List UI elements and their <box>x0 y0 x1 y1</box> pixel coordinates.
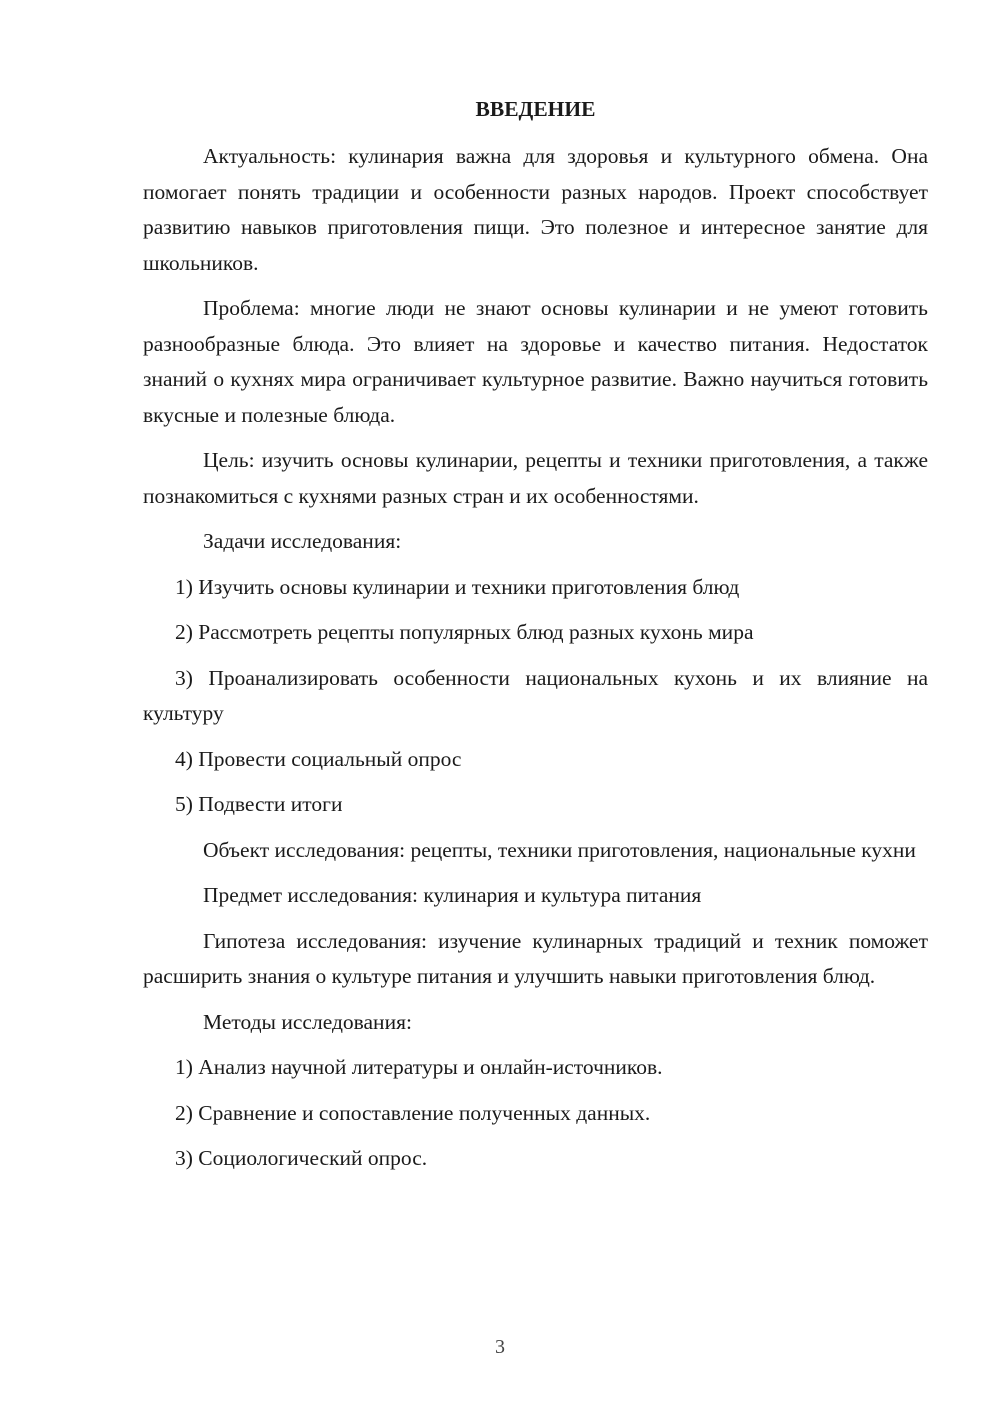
method-item-2: 2) Сравнение и сопоставление полученных данных. <box>175 1100 651 1125</box>
method-item-3: 3) Социологический опрос. <box>175 1146 428 1170</box>
task-item-4: 4) Провести социальный опрос <box>175 746 462 771</box>
paragraph-hypothesis: Гипотеза исследования: изучение кулинарных традиций и техник поможет расширить знания о культуре питания и улучшить навыки приготовления блюд. <box>143 928 928 988</box>
page-number: 3 <box>495 1336 505 1358</box>
method-item-1: 1) Анализ научной литературы и онлайн-источников. <box>175 1055 663 1079</box>
task-item-2: 2) Рассмотреть рецепты популярных блюд разных кухонь мира <box>175 620 754 644</box>
paragraph-relevance: Актуальность: кулинария важна для здоровья и культурного обмена. Она помогает понять традиции и особенности разных народов. Проект способствует развитию навыков приготовления пищи. Это полезное и интересное занятие для школьников. <box>143 144 928 275</box>
paragraph-goal: Цель: изучить основы кулинарии, рецепты и техники приготовления, а также познакомиться с кухнями разных стран и их особенностями. <box>143 448 928 508</box>
paragraph-problem: Проблема: многие люди не знают основы кулинарии и не умеют готовить разнообразные блюда. Это влияет на здоровье и качество питания. Недостаток знаний о кухнях мира ограничивает культурное развитие. Важно научиться готовить вкусные и полезные блюда. <box>143 296 928 427</box>
task-item-1: 1) Изучить основы кулинарии и техники приготовления блюд <box>175 574 740 599</box>
paragraph-object: Объект исследования: рецепты, техники приготовления, национальные кухни <box>203 837 916 862</box>
methods-title: Методы исследования: <box>203 1009 412 1034</box>
section-heading: ВВЕДЕНИЕ <box>475 97 596 121</box>
task-item-5: 5) Подвести итоги <box>175 792 343 816</box>
document-page <box>143 92 928 1177</box>
tasks-title: Задачи исследования: <box>203 529 402 553</box>
paragraph-subject: Предмет исследования: кулинария и культура питания <box>203 883 702 907</box>
task-item-3: 3) Проанализировать особенности национальных кухонь и их влияние на культуру <box>143 665 928 725</box>
